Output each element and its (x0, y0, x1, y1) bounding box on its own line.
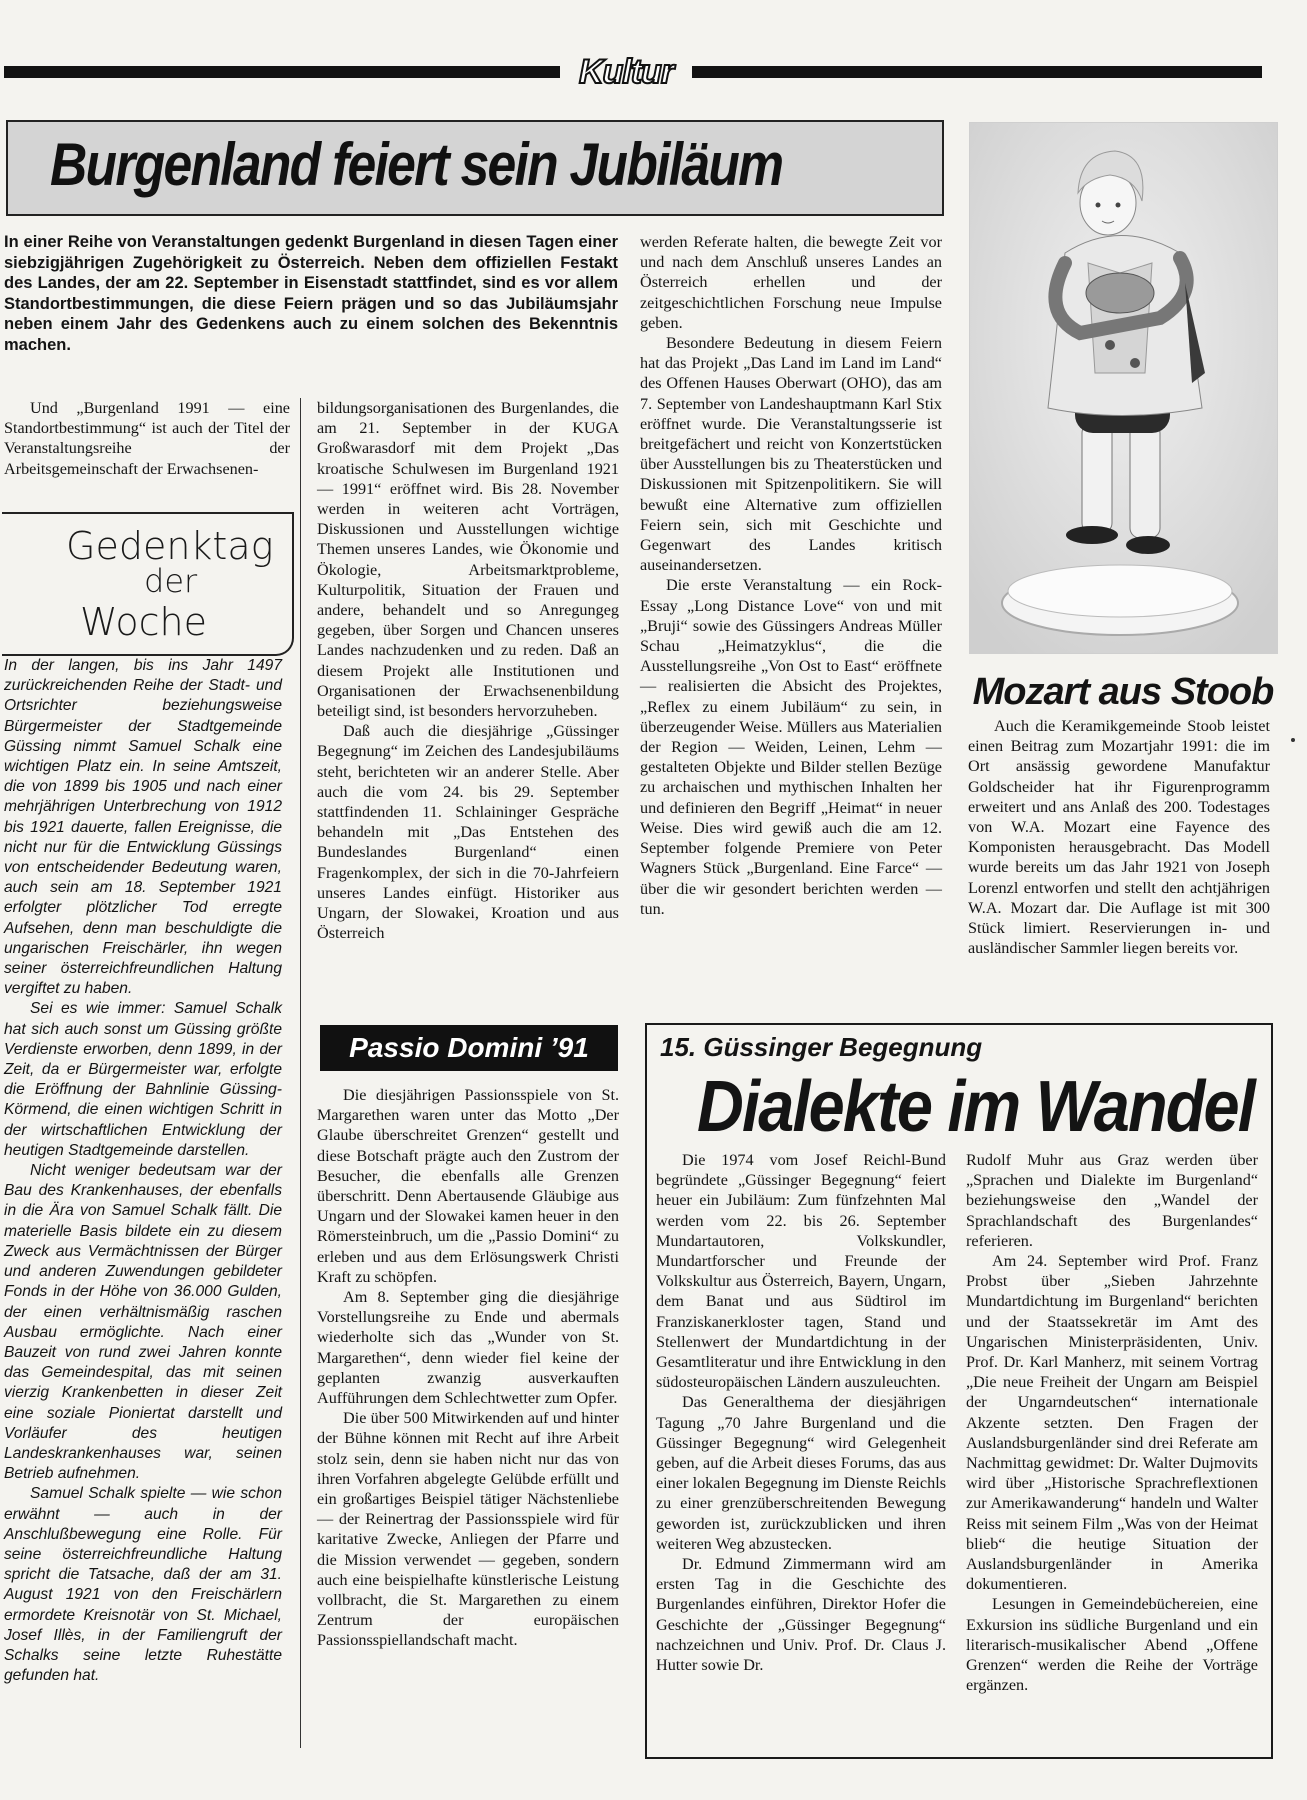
gedenktag-body (4, 656, 282, 1686)
passio-paragraph: Die über 500 Mitwirkenden auf und hinter der Bühne können mit Recht auf ihre Arbeit stolz sein, denn sie haben nicht nur das von ihren Vorfahren abgelegte Gelübde erfüllt und ein großartiges Beispiel tätiger Nächstenliebe — der Reinertrag der Passionsspiele wird für karitative Zwecke, Anliegen der Pfarre und die Mission verwendet — gegeben, sondern auch eine beispielhafte künstlerische Leistung vollbracht, die St. Margarethen zu einem Zentrum der europäischen Passionsspiellandschaft macht. (317, 1409, 619, 1650)
dialekte-paragraph: Lesungen in Gemeindebüchereien, eine Exkursion ins südliche Burgenland und ein literarisch-musikalischer Abend „Offene Grenzen“ werden die Reihe der Vorträge ergänzen. (966, 1595, 1258, 1695)
dialekte-paragraph: Die 1974 vom Josef Reichl-Bund begründete „Güssinger Begegnung“ feiert heuer ein Jubiläum: Zum fünfzehnten Mal werden vom 22. bis 26. September Mundartautoren, Volkskundler, Mundartforscher und Freunde der Volkskultur aus Österreich, Bayern, Ungarn, dem Banat und aus Südtirol im Franziskanerkloster tagen, Stand und Stellenwert der Mundartdichtung in der Gesamtliteratur und ihre Entwicklung in den südosteuropäischen Ländern auszuleuchten. (656, 1151, 946, 1392)
bullet-dot (1291, 738, 1295, 742)
gedenktag-paragraph: In der langen, bis ins Jahr 1497 zurückreichenden Reihe der Stadt- und Ortsrichter beziehungsweise Bürgermeister der Stadtgemeinde Güssing nimmt Samuel Schalk eine wichtigen Platz ein. In seine Amtszeit, die von 1899 bis 1905 und nach einer mehrjährigen Unterbrechung von 1912 bis 1921 dauerte, fallen Ereignisse, die nicht nur für die Entwicklung Güssings von entscheidender Bedeutung waren, auch sein am 18. September 1921 erfolgter plötzlicher Tod erregte Aufsehen, denn man beschuldigte die ungarischen Freischärler, ihn wegen seiner österreichfreundlichen Haltung vergiftet zu haben. (4, 657, 282, 998)
passio-title: Passio Domini ’91 (320, 1025, 618, 1071)
dialekte-paragraph: Am 24. September wird Prof. Franz Probst über „Sieben Jahrzehnte Mundartdichtung im Burgenland“ berichten und der Staatssekretär im Amt des Ungarischen Ministerpräsidenten, Univ. Prof. Dr. Karl Manherz, mit seinem Vortrag „Die neue Freiheit der Ungarn am Beispiel der Ungarndeutschen“ internationale Akzente setzten. Den Fragen der Auslandsburgenländer sind drei Referate am Nachmittag gewidmet: Dr. Walter Dujmovits wird über „Historische Sprachreflextionen zur Amerikawanderung“ handeln und Walter Reiss mit seinem Film „Was von der Heimat blieb“ die heutige Situation der Auslandsburgenländer in Amerika dokumentieren. (966, 1252, 1258, 1594)
section-label: Kultur (578, 53, 674, 91)
main-col3 (640, 232, 942, 919)
lead-paragraph: In einer Reihe von Veranstaltungen gedenkt Burgenland in diesen Tagen einer siebzigjährigen Zugehörigkeit zu Österreich. Neben dem offiziellen Festakt des Landes, der am 22. September in Eisenstadt stattfindet, sind es vor allem Standortbestimmungen, die diese Feiern prägen und so das Jubiläumsjahr neben einem Jahr des Gedenkens auch zu einem solchen des Bekenntnis machen. (4, 233, 618, 354)
main-col2-paragraph: bildungsorganisationen des Burgenlandes, die am 21. September in der KUGA Großwarasdorf mit dem Projekt „Das kroatische Schulwesen im Burgenland 1921 — 1991“ eröffnet wird. Bis 28. November werden in weiteren acht Vorträgen, Diskussionen und Ausstellungen wichtige Themen unseres Landes, wie Ökonomie und Ökologie, Arbeitsmarktprobleme, Kulturpolitik, Situation der Frauen und andere, behandelt und so Anregungeg gegeben, über Sorgen und Chancen unseres Landes nachzudenken und zu reden. Daß an diesem Projekt alle Institutionen und Organisationen der Erwachsenenbildung beteiligt sind, ist besonders hervorzuheben. (317, 399, 619, 721)
main-col3-paragraph: werden Referate halten, die bewegte Zeit vor und nach dem Anschluß unseres Landes an Österreich erhellen und der zeitgeschichtlichen Forschung neue Impulse geben. (640, 233, 942, 332)
mozart-figurine-photo (969, 122, 1278, 654)
section-rule-left (4, 66, 560, 78)
dialekte-col2 (966, 1150, 1258, 1695)
dialekte-paragraph: Das Generalthema der diesjährigen Tagung „70 Jahre Burgenland und die Güssinger Begegnung“ wird Gelegenheit geben, auf die Arbeit dieses Forums, das aus einer lokalen Begegnung im Dienste Reichls zu einer grenzüberschreitenden Bewegung geworden ist, zurückzublicken und ihren weiteren Weg abzustecken. (656, 1393, 946, 1553)
main-col2 (317, 398, 619, 943)
main-col1-paragraph: Und „Burgenland 1991 — eine Standortbestimmung“ ist auch der Titel der Veranstaltungsreihe der Arbeitsgemeinschaft der Erwachsenen- (4, 399, 290, 478)
dialekte-paragraph: Rudolf Muhr aus Graz werden über „Sprachen und Dialekte im Burgenland“ beziehungsweise den „Wandel der Sprachlandschaft des Burgenlandes“ referieren. (966, 1151, 1258, 1250)
dialekte-kicker: 15. Güssinger Begegnung (660, 1032, 983, 1062)
gedenktag-title-line2: der (144, 562, 198, 600)
mozart-body (968, 716, 1270, 958)
mozart-title: Mozart aus Stoob (972, 671, 1274, 713)
section-rule-right (692, 66, 1262, 78)
passio-paragraph: Am 8. September ging die diesjährige Vorstellungsreihe zu Ende und abermals wiederholte sich das „Wunder von St. Margarethen“, denn wieder fiel keine der geplanten zwanzig ausverkauften Aufführungen dem Schlechtwetter zum Opfer. (317, 1288, 619, 1408)
main-col1-intro (4, 398, 290, 479)
main-col3-paragraph: Die erste Veranstaltung — ein Rock-Essay „Long Distance Love“ von und mit „Bruji“ sowie des Güssingers Andreas Müller Schau „Heimatzyklus“, die die Ausstellungsreihe „Von Ost to East“ eröffnete — realisierten die Absicht des Projektes, „Reflex zu einem Jubiläum“ zu sein, in überzeugender Weise. Müllers aus Materialien der Region — Weiden, Leinen, Lehm — gestalteten Objekte und Bilder stellen Bezüge zu archaischen und mythischen Inhalten her und definieren den Begriff „Heimat“ in neuer Weise. Dies wird gewiß auch die am 12. September folgende Premiere von Peter Wagners Stück „Burgenland. Eine Farce“ — über die wir gesondert berichten werden — tun. (640, 576, 942, 918)
main-col2-paragraph: Daß auch die diesjährige „Güssinger Begegnung“ im Zeichen des Landesjubiläums steht, berichteten wir an anderer Stelle. Aber auch die vom 24. bis 29. September stattfindenden 11. Schlaininger Gespräche behandeln mit „Das Entstehen des Bundeslandes Burgenland“ einen Fragenkomplex, der sich in die 70-Jahrfeiern unseres Landes einfügt. Historiker aus Ungarn, der Slowakei, Kroation und aus Österreich (317, 722, 619, 943)
column-rule (300, 398, 301, 1748)
passio-body (317, 1085, 619, 1651)
dialekte-title: Dialekte im Wandel (697, 1067, 1255, 1147)
gedenktag-paragraph: Samuel Schalk spielte — wie schon erwähnt — auch in der Anschlußbewegung eine Rolle. Für seine österreichfreundliche Haltung spricht die Tatsache, daß der am 31. August 1921 von den Freischärlern ermordete Kreisnotär von St. Michael, Josef Illès, in der Familiengruft der Schalks seine letzte Ruhestätte gefunden hat. (4, 1485, 282, 1685)
main-col3-paragraph: Besondere Bedeutung in diesem Feiern hat das Projekt „Das Land im Land im Land“ des Offenen Hauses Oberwart (OHO), das am 7. September von Landeshauptmann Karl Stix eröffnet wurde. Die Veranstaltungsserie ist breitgefächert und reicht von Konzertstücken über Ausstellungen bis zu Theaterstücken und Diskussionen mit Spitzenpolitikern. Sie will bewußt eine Alternative zum offiziellen Feiern sein, sich mit Geschichte und Gegenwart des Landes kritisch auseinandersetzen. (640, 334, 942, 575)
dialekte-paragraph: Dr. Edmund Zimmermann wird am ersten Tag in die Geschichte des Burgenlandes einführen, Direktor Hofer die Geschichte der „Güssinger Begegnung“ nachzeichnen und Univ. Prof. Dr. Claus J. Hutter sowie Dr. (656, 1555, 946, 1675)
gedenktag-title-line1: Gedenktag (66, 524, 274, 568)
mozart-paragraph: Auch die Keramikgemeinde Stoob leistet einen Beitrag zum Mozartjahr 1991: die im Ort ansässig gewordene Manufaktur Goldscheider hat ihr Figurenprogramm erweitert und ans Anlaß des 200. Todestages von W.A. Mozart eine Fayence des Komponisten herausgebracht. Das Modell wurde bereits um das Jahr 1921 von Joseph Lorenzl entworfen und stellt den achtjährigen W.A. Mozart dar. Die Auflage ist mit 300 Stück limiert. Reservierungen in- und ausländischer Sammler liegen bereits vor. (968, 717, 1270, 958)
headline: Burgenland feiert sein Jubiläum (50, 131, 783, 198)
gedenktag-paragraph: Nicht weniger bedeutsam war der Bau des Krankenhauses, der ebenfalls in die Ära von Samuel Schalk fällt. Die materielle Basis bildete ein zu diesem Zweck aus Vermächtnissen der Bürger und anderen Zuwendungen gebildeter Fonds in der Höhe von 36.000 Gulden, der einen verhältnismäßig raschen Ausbau ermöglichte. Nach einer Bauzeit von rund zwei Jahren konnte das Gemeindespital, das mit seinen vierzig Krankenbetten in dieser Zeit eine soziale Pioniertat darstellt und Vorläufer des heutigen Landeskrankenhauses war, seinen Betrieb aufnehmen. (4, 1162, 282, 1483)
dialekte-col1 (656, 1150, 946, 1675)
passio-paragraph: Die diesjährigen Passionsspiele von St. Margarethen waren unter das Motto „Der Glaube überschreitet Grenzen“ gestellt und diese Botschaft prägte auch den Zustrom der Besucher, die ebenfalls alle Grenzen überschritt. Denn Abertausende Gläubige aus Ungarn und der Slowakei kamen heuer in den Römersteinbruch, um die „Passio Domini“ zu erleben und aus dem Erlösungswerk Christi Kraft zu schöpfen. (317, 1086, 619, 1286)
figurine-illustration (970, 123, 1277, 653)
gedenktag-paragraph: Sei es wie immer: Samuel Schalk hat sich auch sonst um Güssing größte Verdienste erworben, denn 1899, in der Zeit, da er Bürgermeister war, erfolgte die Eröffnung der Bahnlinie Güssing-Körmend, die einen wichtigen Schritt in der wirtschaftlichen Entwicklung der heutigen Stadtgemeinde darstellen. (4, 1000, 282, 1159)
gedenktag-title-line3: Woche (80, 600, 207, 644)
